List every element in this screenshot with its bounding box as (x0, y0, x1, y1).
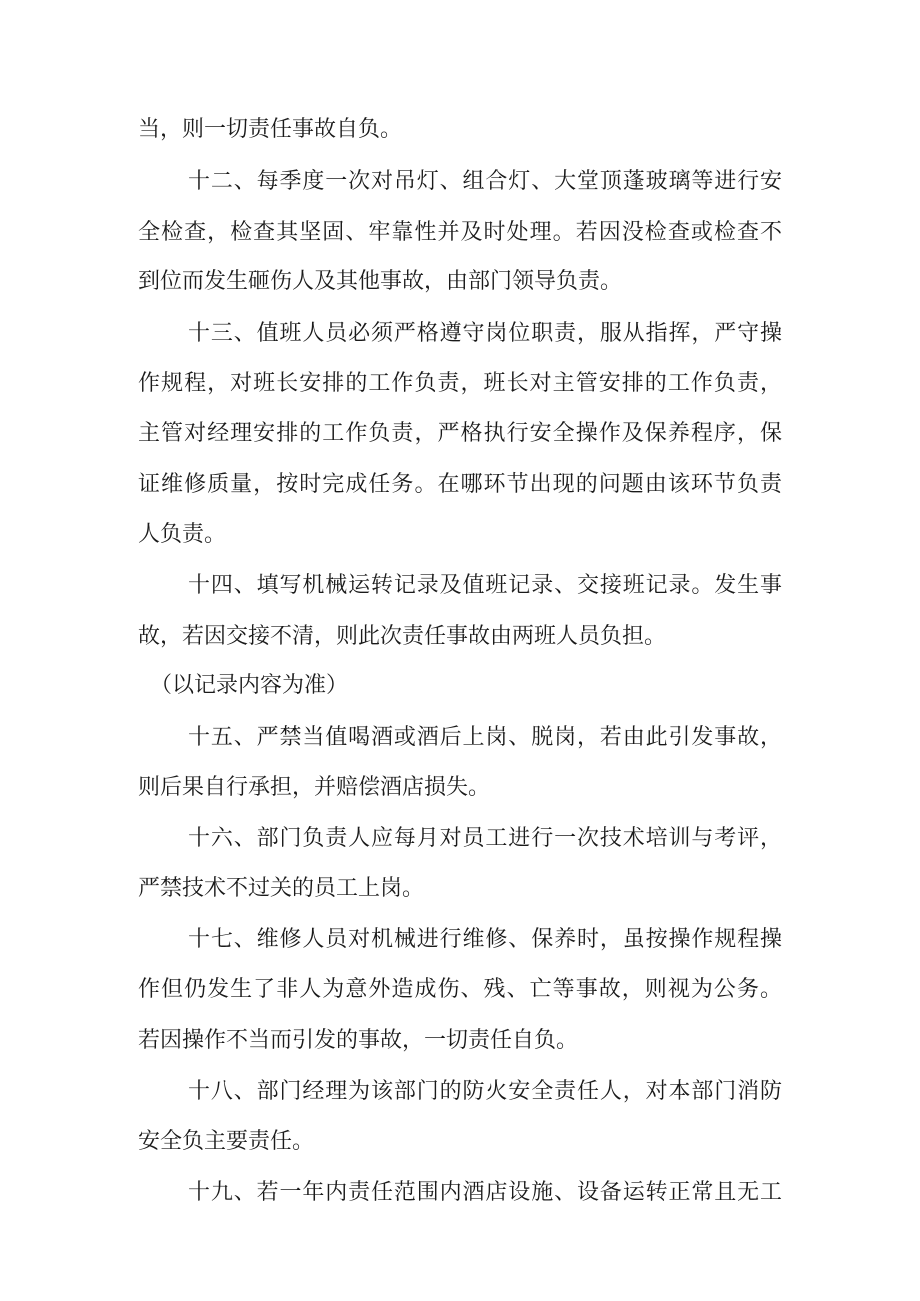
text-line: 当，则一切责任事故自负。 (138, 117, 403, 142)
text-line: 十三、值班人员必须严格遵守岗位职责，服从指挥，严守操 (188, 321, 782, 346)
text-line: 十六、部门负责人应每月对员工进行一次技术培训与考评， (188, 826, 782, 851)
text-line: 十四、填写机械运转记录及值班记录、交接班记录。发生事 (188, 573, 782, 598)
text-line: 人负责。 (138, 522, 227, 547)
text-line: 若因操作不当而引发的事故，一切责任自负。 (138, 1028, 579, 1053)
text-line: 作规程，对班长安排的工作负责，班长对主管安排的工作负责， (138, 371, 782, 396)
text-line: 全检查，检查其坚固、牢靠性并及时处理。若因没检查或检查不 (138, 220, 782, 245)
text-line: 证维修质量，按时完成任务。在哪环节出现的问题由该环节负责 (138, 472, 782, 497)
text-line: 则后果自行承担，并赔偿酒店损失。 (138, 775, 491, 800)
text-line: 严禁技术不过关的员工上岗。 (138, 876, 425, 901)
text-line: 十五、严禁当值喝酒或酒后上岗、脱岗，若由此引发事故， (188, 725, 782, 750)
text-line: 十九、若一年内责任范围内酒店设施、设备运转正常且无工 (188, 1180, 782, 1205)
text-line: 安全负主要责任。 (138, 1129, 315, 1154)
text-line: 作但仍发生了非人为意外造成伤、残、亡等事故，则视为公务。 (138, 977, 782, 1002)
text-line: 主管对经理安排的工作负责，严格执行安全操作及保养程序，保 (138, 421, 782, 446)
text-line: 故，若因交接不清，则此次责任事故由两班人员负担。 (138, 624, 667, 649)
text-line: 十七、维修人员对机械进行维修、保养时，虽按操作规程操 (188, 927, 782, 952)
note-line: （以记录内容为准） (150, 673, 349, 698)
text-line: 十二、每季度一次对吊灯、组合灯、大堂顶蓬玻璃等进行安 (188, 169, 782, 194)
text-line: 十八、部门经理为该部门的防火安全责任人，对本部门消防 (188, 1079, 782, 1104)
text-line: 到位而发生砸伤人及其他事故，由部门领导负责。 (138, 269, 623, 294)
